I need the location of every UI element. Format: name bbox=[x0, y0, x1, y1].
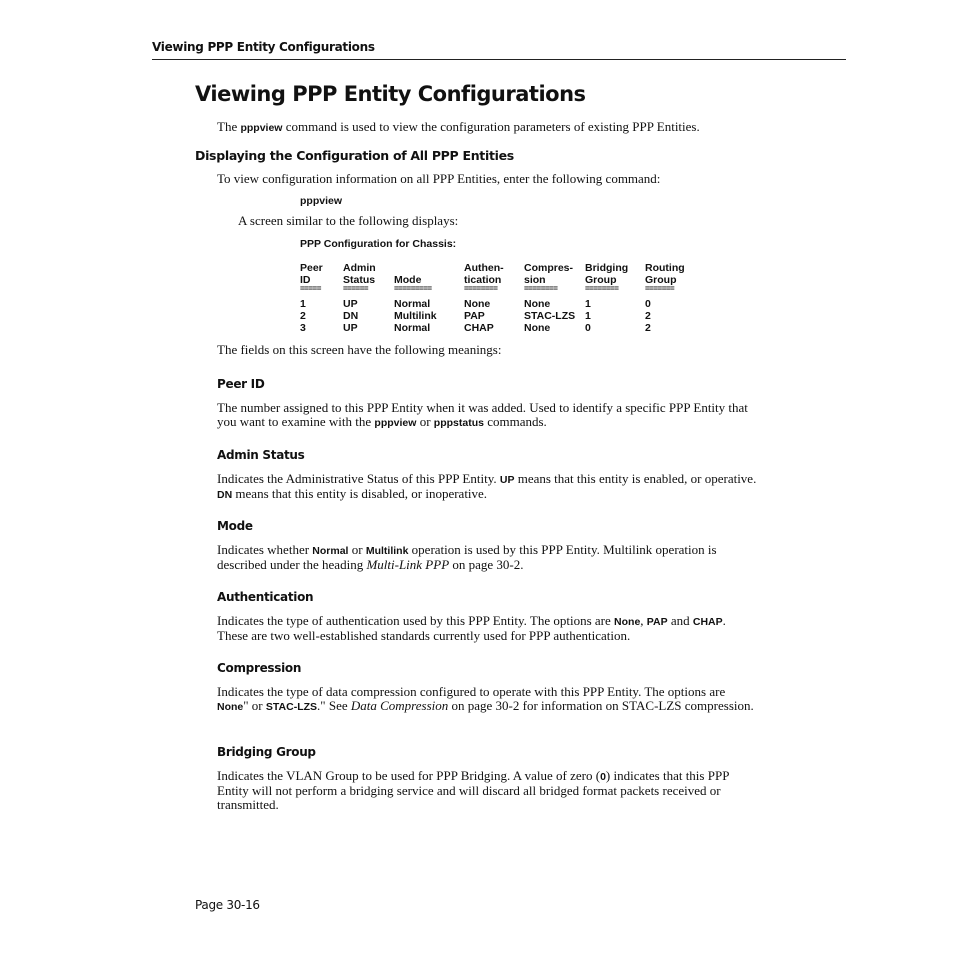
description-authentication: Indicates the type of authentication used by this PPP Entity. The options are None, PAP and CHAP. These are two well-established standards currently used for PPP authentication. bbox=[217, 613, 726, 643]
table-cell: 1 bbox=[585, 310, 591, 322]
table-cell: UP bbox=[343, 298, 358, 310]
table-cell: STAC-LZS bbox=[524, 310, 576, 322]
heading-peer-id: Peer ID bbox=[217, 377, 265, 391]
table-cell: 2 bbox=[645, 310, 651, 322]
table-cell: Normal bbox=[394, 322, 431, 334]
table-cell: 1 bbox=[300, 298, 306, 310]
table-cell: Normal bbox=[394, 298, 431, 310]
running-head: Viewing PPP Entity Configurations bbox=[152, 40, 375, 54]
table-column-compression: Compres- sion ======== None STAC-LZS None bbox=[524, 262, 576, 334]
table-cell: None bbox=[464, 298, 491, 310]
table-column-admin-status: Admin Status ====== UP DN UP bbox=[343, 262, 376, 334]
command-text: pppview bbox=[240, 122, 283, 134]
table-cell: 0 bbox=[585, 322, 591, 334]
table-cell: 3 bbox=[300, 322, 306, 334]
description-compression: Indicates the type of data compression configured to operate with this PPP Entity. The options are None" or STAC-LZS." See Data Compression on page 30-2 for information on STAC-LZS compression. bbox=[217, 684, 754, 713]
heading-authentication: Authentication bbox=[217, 590, 314, 604]
table-cell: Multilink bbox=[394, 310, 437, 322]
table-cell: 0 bbox=[645, 298, 651, 310]
intro-paragraph: The pppview command is used to view the configuration parameters of existing PPP Entities. bbox=[217, 119, 700, 134]
table-cell: CHAP bbox=[464, 322, 494, 334]
table-column-routing-group: Routing Group ======= 0 2 2 bbox=[645, 262, 685, 334]
table-cell: 2 bbox=[300, 310, 306, 322]
table-cell: UP bbox=[343, 322, 358, 334]
section-heading: Displaying the Configuration of All PPP Entities bbox=[195, 148, 514, 163]
command-line: pppview bbox=[300, 195, 343, 207]
page-number: Page 30-16 bbox=[195, 898, 260, 912]
table-cell: 2 bbox=[645, 322, 651, 334]
table-cell: None bbox=[524, 322, 551, 334]
table-column-authentication: Authen- tication ======== None PAP CHAP bbox=[464, 262, 504, 334]
description-admin-status: Indicates the Administrative Status of this PPP Entity. UP means that this entity is enabled, or operative. DN means that this entity is disabled, or inoperative. bbox=[217, 471, 757, 501]
table-column-bridging-group: Bridging Group ======== 1 1 0 bbox=[585, 262, 629, 334]
fields-intro: The fields on this screen have the following meanings: bbox=[217, 342, 502, 357]
page-title: Viewing PPP Entity Configurations bbox=[195, 82, 586, 106]
description-mode: Indicates whether Normal or Multilink operation is used by this PPP Entity. Multilink operation is described under the heading Multi-Link PPP on page 30-2. bbox=[217, 542, 717, 572]
description-bridging-group: Indicates the VLAN Group to be used for PPP Bridging. A value of zero (0) indicates that this PPP Entity will not perform a bridging service and will discard all bridged format packets received or transmitted. bbox=[217, 768, 729, 812]
screen-title: PPP Configuration for Chassis: bbox=[300, 238, 457, 250]
table-column-peer-id: Peer ID ===== 1 2 3 bbox=[300, 262, 323, 334]
table-cell: 1 bbox=[585, 298, 591, 310]
table-cell: DN bbox=[343, 310, 359, 322]
heading-admin-status: Admin Status bbox=[217, 448, 305, 462]
table-cell: None bbox=[524, 298, 551, 310]
table-cell: PAP bbox=[464, 310, 485, 322]
table-column-mode: Mode ========= Normal Multilink Normal bbox=[394, 274, 437, 334]
heading-compression: Compression bbox=[217, 661, 302, 675]
view-instructions: To view configuration information on all PPP Entities, enter the following command: bbox=[217, 171, 661, 186]
heading-mode: Mode bbox=[217, 519, 253, 533]
screen-intro: A screen similar to the following displays: bbox=[238, 213, 459, 228]
header-rule bbox=[152, 59, 846, 60]
description-peer-id: The number assigned to this PPP Entity when it was added. Used to identify a specific PPP Entity that you want to examine with the pppview or pppstatus commands. bbox=[217, 400, 748, 429]
heading-bridging-group: Bridging Group bbox=[217, 745, 316, 759]
